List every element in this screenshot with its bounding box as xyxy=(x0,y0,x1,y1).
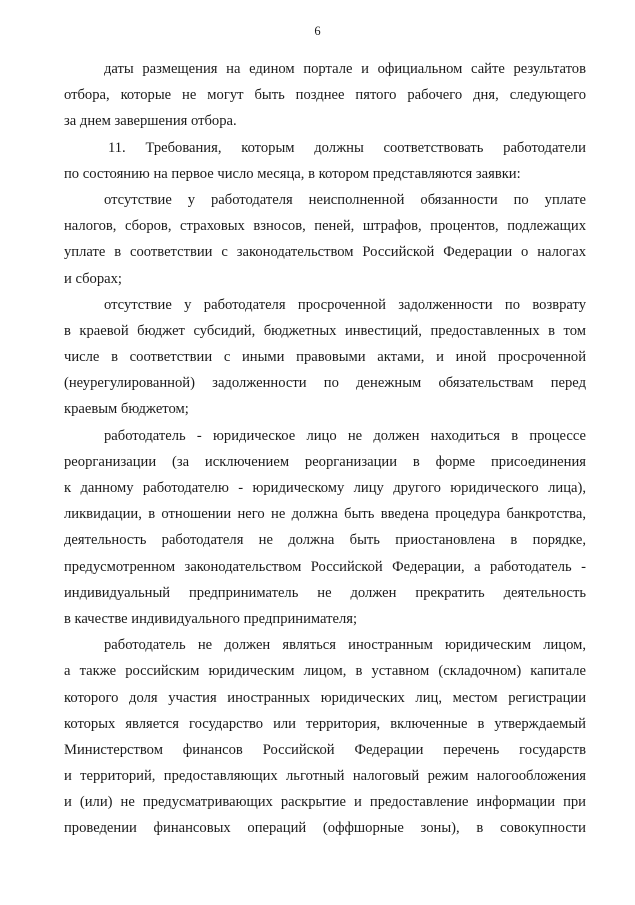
text-line: уплате в соответствии с законодательством Российской Федерации о налогах xyxy=(64,244,586,261)
text-line: а также российским юридическим лицом, в уставном (складочном) капитале xyxy=(64,663,586,680)
text-line: которого доля участия иностранных юридических лиц, местом регистрации xyxy=(64,689,586,706)
text-line: даты размещения на едином портале и официальном сайте результатов xyxy=(104,61,586,77)
text-line: и (или) не предусматривающих раскрытие и предоставление информации при xyxy=(64,794,586,811)
text-line: краевым бюджетом; xyxy=(64,401,189,418)
text-line: ликвидации, в отношении него не должна быть введена процедура банкротства, xyxy=(64,506,586,523)
text-line: в краевой бюджет субсидий, бюджетных инвестиций, предоставленных в том xyxy=(64,322,586,339)
text-line: (неурегулированной) задолженности по денежным обязательствам перед xyxy=(64,375,586,392)
text-line: реорганизации (за исключением реорганизации в форме присоединения xyxy=(64,453,586,470)
page-number: 6 xyxy=(314,24,321,38)
document-body xyxy=(64,56,586,842)
text-line: отсутствие у работодателя неисполненной обязанности по уплате xyxy=(104,191,586,208)
text-line: к данному работодателю - юридическому лицу другого юридического лица), xyxy=(64,480,586,496)
text-line: и территорий, предоставляющих льготный налоговый режим налогообложения xyxy=(64,768,586,785)
text-line: предусмотренном законодательством Российской Федерации, а работодатель - xyxy=(64,558,586,575)
text-line: индивидуальный предприниматель не должен прекратить деятельность xyxy=(64,584,586,601)
text-line: отсутствие у работодателя просроченной задолженности по возврату xyxy=(104,296,586,313)
text-line: работодатель - юридическое лицо не должен находиться в процессе xyxy=(104,427,586,444)
text-line: Министерством финансов Российской Федерации перечень государств xyxy=(64,741,586,758)
text-line: деятельность работодателя не должна быть приостановлена в порядке, xyxy=(64,532,586,549)
text-line: работодатель не должен являться иностранным юридическим лицом, xyxy=(104,637,586,654)
text-line: в качестве индивидуального предпринимателя; xyxy=(64,610,358,627)
text-line: и сборах; xyxy=(64,270,122,287)
text-line: которых является государство или территория, включенные в утверждаемый xyxy=(64,715,586,732)
text-line: за днем завершения отбора. xyxy=(64,113,237,130)
text-line: проведении финансовых операций (оффшорные зоны), в совокупности xyxy=(64,820,586,837)
text-line: налогов, сборов, страховых взносов, пеней, штрафов, процентов, подлежащих xyxy=(64,218,586,235)
text-line: числе в соответствии с иными правовыми актами, и иной просроченной xyxy=(64,349,586,366)
text-line: 11. Требования, которым должны соответствовать работодатели xyxy=(108,139,586,156)
text-line: отбора, которые не могут быть позднее пятого рабочего дня, следующего xyxy=(64,87,586,104)
text-line: по состоянию на первое число месяца, в котором представляются заявки: xyxy=(64,165,521,182)
